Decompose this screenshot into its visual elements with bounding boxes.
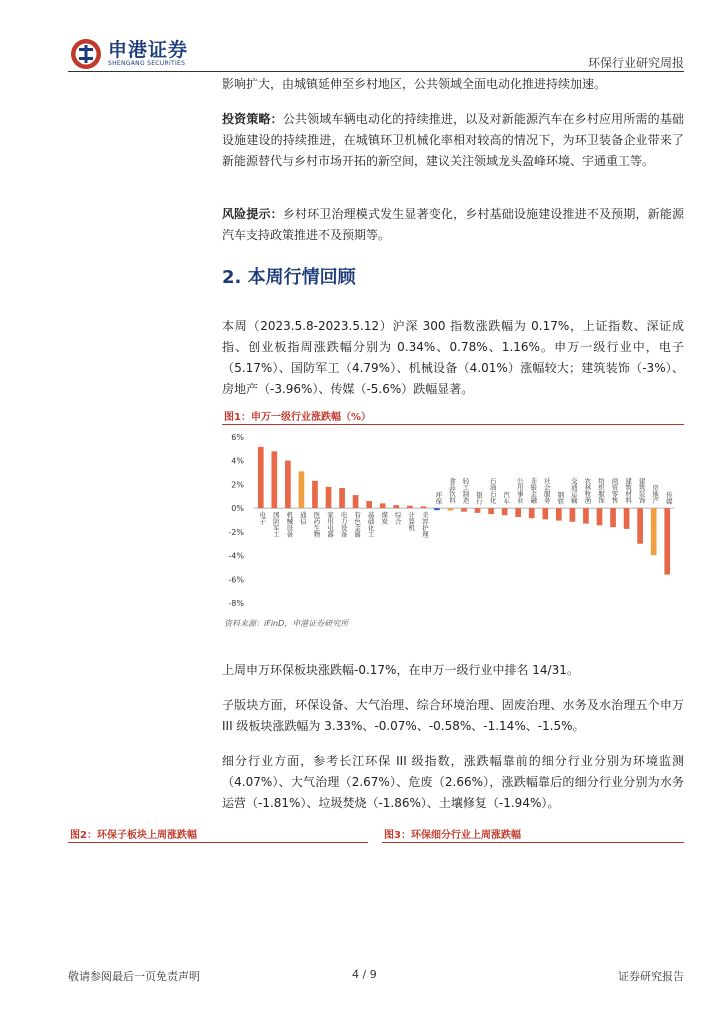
category-label: 国防军工 bbox=[271, 511, 280, 538]
bar-非银金融 bbox=[529, 508, 535, 518]
bar-建筑材料 bbox=[624, 508, 630, 529]
bar-农林牧渔 bbox=[583, 508, 589, 523]
category-label: 钢铁 bbox=[556, 491, 565, 505]
figure3-caption: 图3：环保细分行业上周涨跌幅 bbox=[384, 830, 521, 841]
risk-body: 乡村环卫治理模式发生显著变化，乡村基础设施建设推进不及预期，新能源汽车支持政策推进不及预期等。 bbox=[222, 207, 684, 242]
brand-name: 申港证券 bbox=[108, 39, 189, 61]
footer-report-label: 证券研究报告 bbox=[618, 970, 684, 983]
category-label: 环保 bbox=[434, 491, 443, 505]
bar-通信 bbox=[299, 471, 305, 508]
category-label: 机械设备 bbox=[285, 511, 294, 538]
bar-公用事业 bbox=[515, 508, 521, 517]
y-tick-label: 2% bbox=[231, 480, 244, 490]
category-label: 房地产 bbox=[651, 484, 660, 504]
category-label: 建筑装饰 bbox=[637, 477, 646, 504]
figure1-source: 资料来源：iFinD，申港证券研究所 bbox=[224, 619, 349, 628]
risk-paragraph bbox=[222, 204, 684, 246]
bar-计算机 bbox=[407, 506, 413, 508]
bar-有色金属 bbox=[353, 495, 359, 508]
footer-disclaimer: 敬请参阅最后一页免责声明 bbox=[68, 970, 200, 983]
report-type: 环保行业研究周报 bbox=[587, 56, 684, 70]
bar-房地产 bbox=[651, 508, 657, 555]
bar-石油石化 bbox=[488, 508, 494, 514]
strategy-body: 公共领域车辆电动化的持续推进，以及对新能源汽车在乡村应用所需的基础设施建设的持续推进，在城镇环卫机械化率相对较高的情况下，为环卫装备企业带来了新能源替代与乡村市场开拓的新空间，建议关注领域龙头盈峰环境、宇通重工等。 bbox=[222, 112, 684, 168]
category-label: 综合 bbox=[393, 511, 402, 525]
category-label: 计算机 bbox=[407, 511, 416, 531]
category-label: 纺织服饰 bbox=[596, 477, 605, 504]
figure2-caption-rule bbox=[68, 842, 368, 843]
y-tick-label: 6% bbox=[231, 433, 244, 442]
intro-tail-paragraph: 影响扩大，由城镇延伸至乡村地区，公共领域全面电动化推进持续加速。 bbox=[222, 77, 607, 91]
category-label: 公用事业 bbox=[515, 477, 524, 504]
category-label: 通信 bbox=[298, 511, 307, 525]
bar-商贸零售 bbox=[610, 508, 616, 527]
industry-returns-chart bbox=[222, 427, 684, 617]
strategy-label: 投资策略： bbox=[222, 112, 283, 126]
bar-电子 bbox=[258, 447, 264, 508]
category-label: 基础化工 bbox=[366, 511, 375, 538]
y-tick-label: 0% bbox=[231, 504, 244, 514]
bar-纺织服饰 bbox=[597, 508, 603, 525]
brand-logo bbox=[70, 36, 188, 72]
risk-label: 风险提示： bbox=[222, 207, 283, 221]
bar-煤炭 bbox=[380, 503, 386, 508]
category-label: 医药生物 bbox=[312, 511, 321, 538]
category-label: 轻工制造 bbox=[461, 477, 470, 504]
category-label: 电力设备 bbox=[339, 511, 348, 538]
bar-基础化工 bbox=[366, 501, 372, 508]
bar-综合 bbox=[393, 505, 399, 508]
bar-国防军工 bbox=[271, 451, 277, 508]
bar-电力设备 bbox=[339, 488, 345, 508]
bar-汽车 bbox=[502, 508, 508, 515]
y-tick-label: -4% bbox=[228, 551, 244, 561]
bar-社会服务 bbox=[542, 508, 548, 519]
category-label: 煤炭 bbox=[380, 511, 389, 525]
category-label: 电子 bbox=[258, 511, 267, 525]
page-number: 4 / 9 bbox=[352, 968, 377, 981]
bar-建筑装饰 bbox=[637, 508, 643, 544]
category-label: 传媒 bbox=[664, 491, 673, 505]
category-label: 石油石化 bbox=[488, 477, 497, 504]
shengang-logo-icon bbox=[70, 38, 102, 70]
bar-美容护理 bbox=[421, 506, 427, 508]
header-divider bbox=[68, 71, 684, 72]
bar-食品饮料 bbox=[448, 508, 454, 510]
env-sector-paragraph: 上周申万环保板块涨跌幅-0.17%，在申万一级行业中排名 14/31。 bbox=[222, 663, 579, 677]
category-label: 社会服务 bbox=[542, 477, 551, 504]
bar-钢铁 bbox=[556, 508, 562, 520]
bar-轻工制造 bbox=[461, 508, 467, 512]
bar-家用电器 bbox=[326, 487, 332, 508]
bar-医药生物 bbox=[312, 481, 318, 508]
bar-银行 bbox=[475, 508, 481, 513]
category-label: 家用电器 bbox=[326, 511, 335, 538]
figure1-caption-rule bbox=[222, 424, 684, 425]
figure1-caption: 图1：申万一级行业涨跌幅（%） bbox=[224, 412, 371, 423]
category-label: 美容护理 bbox=[420, 511, 429, 538]
y-tick-label: -6% bbox=[228, 575, 244, 585]
sub-sector-paragraph: 子版块方面，环保设备、大气治理、综合环境治理、固废治理、水务及水治理五个申万 III 级板块涨跌幅为 3.33%、-0.07%、-0.58%、-1.14%、-1.5%。 bbox=[222, 698, 684, 733]
bar-交通运输 bbox=[570, 508, 576, 522]
figure2-caption: 图2：环保子板块上周涨跌幅 bbox=[70, 830, 197, 841]
bar-传媒 bbox=[664, 508, 670, 574]
strategy-paragraph bbox=[222, 109, 684, 172]
category-label: 银行 bbox=[475, 491, 484, 505]
category-label: 交通运输 bbox=[569, 477, 578, 504]
category-label: 商贸零售 bbox=[610, 477, 619, 504]
figure3-caption-rule bbox=[382, 842, 684, 843]
segment-paragraph: 细分行业方面，参考长江环保 III 级指数，涨跌幅靠前的细分行业分别为环境监测（4.07%）、大气治理（2.67%）、危废（2.66%），涨跌幅靠后的细分行业分别为水务运营（-1.81%）、垃圾焚烧（-1.86%）、土壤修复（-1.94%）。 bbox=[222, 754, 684, 810]
brand-name-en: SHENGANG SECURITIES bbox=[108, 60, 186, 67]
bar-机械设备 bbox=[285, 461, 291, 509]
y-tick-label: 4% bbox=[231, 456, 244, 466]
category-label: 农林牧渔 bbox=[583, 477, 592, 504]
y-tick-label: -2% bbox=[228, 527, 244, 537]
market-paragraph: 本周（2023.5.8-2023.5.12）沪深 300 指数涨跌幅为 0.17%，上证指数、深证成指、创业板指周涨跌幅分别为 0.34%、0.78%、1.16%。申万一级行业中，电子（5.17%）、国防军工（4.79%）、机械设备（4.01%）涨幅较大；建筑装饰（-3%）、房地产（-3.96%）、传媒（-5.6%）跌幅显著。 bbox=[222, 319, 684, 396]
category-label: 食品饮料 bbox=[447, 477, 456, 504]
category-label: 非银金融 bbox=[529, 477, 538, 504]
bar-环保 bbox=[434, 508, 440, 510]
category-label: 有色金属 bbox=[353, 511, 362, 538]
y-tick-label: -8% bbox=[228, 599, 244, 608]
category-label: 汽车 bbox=[502, 491, 511, 505]
category-label: 建筑材料 bbox=[624, 477, 633, 504]
section-title: 2. 本周行情回顾 bbox=[222, 267, 356, 288]
